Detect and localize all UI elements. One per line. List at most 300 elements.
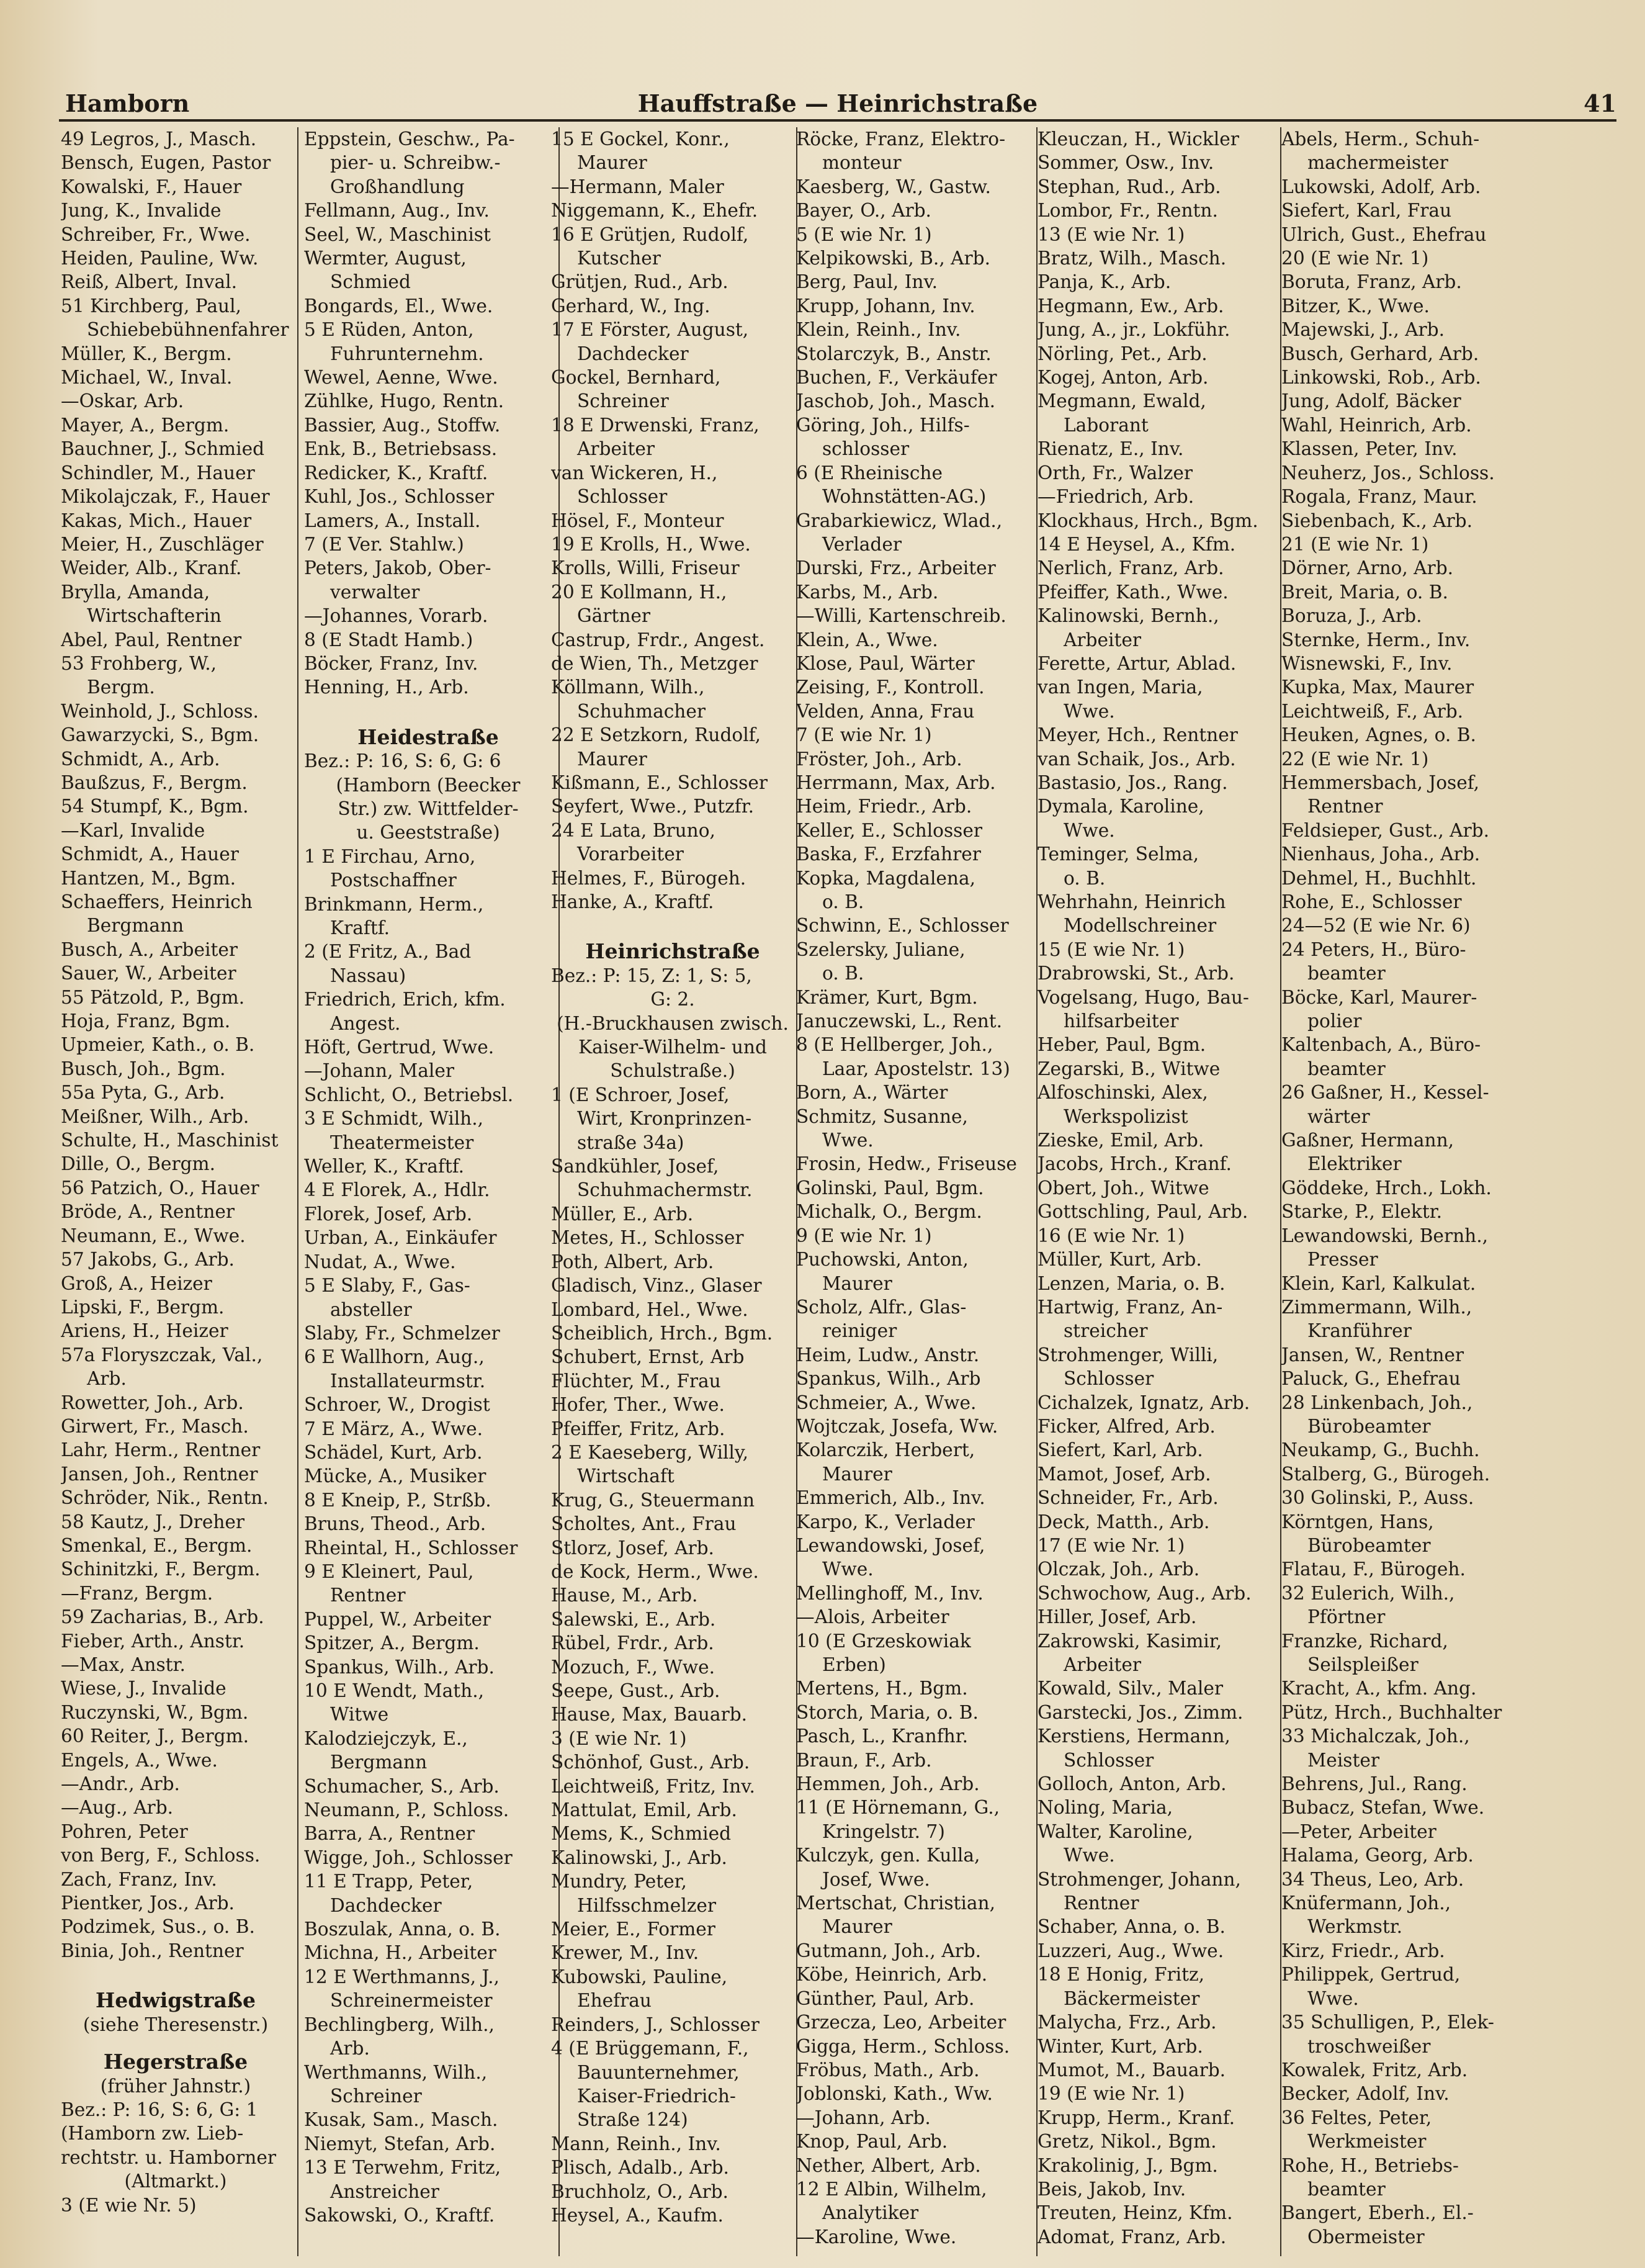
directory-line: Keller, E., Schlosser (796, 819, 983, 841)
directory-line: Barra, A., Rentner (304, 1823, 475, 1845)
directory-line: Seel, W., Maschinist (304, 223, 491, 245)
directory-line: Seepe, Gust., Arb. (551, 1680, 720, 1701)
street-heading: Heidestraße (357, 725, 499, 749)
directory-line: Ficker, Alfred, Arb. (1038, 1415, 1216, 1437)
directory-line: 22 E Setzkorn, Rudolf, (551, 724, 761, 746)
directory-line: Kutscher (577, 248, 661, 269)
directory-line: Golloch, Anton, Arb. (1038, 1773, 1227, 1795)
directory-line: Klein, Karl, Kalkulat. (1281, 1272, 1476, 1294)
directory-line: 5 E Slaby, F., Gas- (304, 1275, 470, 1297)
directory-line: Angest. (330, 1012, 401, 1034)
directory-line: Nerlich, Franz, Arb. (1038, 557, 1224, 579)
directory-line: Hiller, Josef, Arb. (1038, 1606, 1197, 1628)
directory-line: Podzimek, Sus., o. B. (61, 1916, 255, 1938)
directory-line: Kerstiens, Hermann, (1038, 1726, 1230, 1747)
directory-line: Maurer (822, 1272, 892, 1294)
directory-line: Ariens, H., Heizer (61, 1320, 228, 1342)
directory-line: Schlosser (1064, 1368, 1154, 1390)
directory-line: Laar, Apostelstr. 13) (822, 1058, 1010, 1079)
directory-line: Krolls, Willi, Friseur (551, 557, 740, 579)
directory-line: Meyer, Hch., Rentner (1038, 724, 1238, 746)
directory-line: Fellmann, Aug., Inv. (304, 200, 490, 222)
directory-line: Fröbus, Math., Arb. (796, 2059, 980, 2081)
directory-line: Drabrowski, St., Arb. (1038, 963, 1235, 984)
directory-line: Kraftf. (330, 917, 390, 938)
directory-line: Wigge, Joh., Schlosser (304, 1847, 513, 1868)
directory-line: Heiden, Pauline, Ww. (61, 248, 259, 269)
directory-line: Nether, Albert, Arb. (796, 2154, 981, 2176)
directory-line: Seilspleißer (1307, 1654, 1419, 1675)
directory-line: Leichtweiß, Fritz, Inv. (551, 1775, 755, 1797)
directory-line: (Altmarkt.) (124, 2171, 227, 2192)
directory-line: Kowald, Silv., Maler (1038, 1678, 1224, 1699)
spacer (304, 700, 552, 712)
directory-line: 3 (E wie Nr. 5) (61, 2194, 197, 2216)
directory-line: Slaby, Fr., Schmelzer (304, 1322, 500, 1344)
directory-line: (siehe Theresenstr.) (83, 2014, 269, 2035)
directory-line: Wojtczak, Josefa, Ww. (796, 1415, 998, 1437)
directory-line: Meier, H., Zuschläger (61, 533, 264, 555)
directory-line: Werkmeister (1307, 2131, 1427, 2153)
directory-line: Mayer, A., Bergm. (61, 414, 230, 436)
directory-line: Schlosser (577, 486, 668, 508)
directory-line: Brylla, Amanda, (61, 581, 210, 603)
directory-line: Bez.: P: 15, Z: 1, S: 5, (551, 965, 752, 986)
directory-line: Mumot, M., Bauarb. (1038, 2059, 1226, 2081)
directory-line: Kulczyk, gen. Kulla, (796, 1845, 980, 1866)
directory-line: polier (1307, 1010, 1362, 1032)
directory-line: Feldsieper, Gust., Arb. (1281, 819, 1490, 841)
directory-line: Meier, E., Former (551, 1919, 715, 1940)
directory-line: Schumacher, S., Arb. (304, 1775, 500, 1797)
directory-line: Stephan, Rud., Arb. (1038, 176, 1221, 197)
directory-line: Zakrowski, Kasimir, (1038, 1630, 1222, 1652)
directory-line: 59 Zacharias, B., Arb. (61, 1606, 264, 1628)
directory-line: 22 (E wie Nr. 1) (1281, 748, 1429, 770)
directory-line: 16 E Grütjen, Rudolf, (551, 223, 749, 245)
directory-line: Klose, Paul, Wärter (796, 652, 975, 674)
directory-line: Luzzeri, Aug., Wwe. (1038, 1940, 1224, 1961)
directory-line: Gottschling, Paul, Arb. (1038, 1201, 1248, 1223)
directory-line: Schönhof, Gust., Arb. (551, 1752, 750, 1773)
directory-line: Panja, K., Arb. (1038, 271, 1172, 293)
directory-line: Wwe. (1307, 1987, 1359, 2009)
directory-line: Maurer (577, 152, 647, 174)
directory-line: Winter, Kurt, Arb. (1038, 2035, 1203, 2057)
directory-line: Hemmersbach, Josef, (1281, 772, 1480, 793)
directory-line: Krug, G., Steuermann (551, 1489, 755, 1511)
directory-line: 21 (E wie Nr. 1) (1281, 533, 1429, 555)
directory-line: Jansen, Joh., Rentner (61, 1463, 258, 1485)
directory-line: Bruns, Theod., Arb. (304, 1513, 486, 1535)
directory-line: beamter (1307, 1058, 1386, 1079)
directory-line: 9 E Kleinert, Paul, (304, 1560, 474, 1582)
directory-line: Arbeiter (1064, 1654, 1141, 1675)
directory-line: Wehrhahn, Heinrich (1038, 891, 1226, 912)
directory-line: 57 Jakobs, G., Arb. (61, 1249, 235, 1271)
directory-line: pier- u. Schreibw.- (330, 152, 501, 174)
directory-line: van Wickeren, H., (551, 462, 718, 484)
directory-line: Mamot, Josef, Arb. (1038, 1463, 1211, 1485)
column-2 (304, 127, 552, 2256)
directory-line: Göring, Joh., Hilfs- (796, 414, 970, 436)
directory-line: Zegarski, B., Witwe (1038, 1058, 1221, 1079)
street-heading: Heinrichstraße (585, 940, 760, 964)
directory-line: Gladisch, Vinz., Glaser (551, 1275, 762, 1297)
directory-line: Kakas, Mich., Hauer (61, 510, 252, 531)
directory-line: Schreiner (577, 390, 669, 412)
directory-line: Verlader (822, 533, 902, 555)
directory-line: Postschaffner (330, 870, 457, 891)
directory-line: Beis, Jakob, Inv. (1038, 2178, 1186, 2200)
directory-line: Schinitzki, F., Bergm. (61, 1559, 261, 1580)
directory-line: Schiebebühnenfahrer (87, 319, 289, 341)
directory-line: Arbeiter (1064, 629, 1141, 650)
directory-line: Wisnewski, F., Inv. (1281, 652, 1453, 674)
directory-line: Peters, Jakob, Ober- (304, 557, 491, 579)
directory-line: Vorarbeiter (577, 844, 684, 865)
directory-line: Straße 124) (577, 2109, 688, 2131)
directory-line: 33 Michalczak, Joh., (1281, 1726, 1470, 1747)
directory-line: Siefert, Karl, Frau (1281, 200, 1452, 222)
directory-line: Leichtweiß, F., Arb. (1281, 700, 1464, 722)
directory-line: Schuhmacher (577, 700, 706, 722)
directory-line: (Hamborn (Beecker (336, 774, 521, 796)
directory-line: Grütjen, Rud., Arb. (551, 271, 728, 293)
directory-line: 5 (E wie Nr. 1) (796, 223, 932, 245)
directory-line: Kelpikowski, B., Arb. (796, 248, 991, 269)
directory-line: Wwe. (1064, 819, 1115, 841)
directory-line: Schindler, M., Hauer (61, 462, 255, 484)
directory-line: Bergmann (87, 915, 184, 937)
directory-line: Maurer (577, 748, 647, 770)
directory-line: Siefert, Karl, Arb. (1038, 1439, 1203, 1461)
directory-line: Werkspolizist (1064, 1105, 1188, 1127)
directory-line: beamter (1307, 963, 1386, 984)
directory-line: Nörling, Pet., Arb. (1038, 343, 1208, 364)
directory-line: 11 E Trapp, Peter, (304, 1871, 473, 1892)
directory-line: Zimmermann, Wilh., (1281, 1296, 1472, 1318)
directory-line: Henning, H., Arb. (304, 677, 469, 698)
directory-line: Buchen, F., Verkäufer (796, 367, 997, 389)
directory-line: Lombor, Fr., Rentn. (1038, 200, 1218, 222)
directory-line: Schaber, Anna, o. B. (1038, 1916, 1226, 1938)
directory-line: Wwe. (1064, 700, 1115, 722)
directory-line: Mertens, H., Bgm. (796, 1678, 968, 1699)
directory-line: Januczewski, L., Rent. (796, 1010, 1003, 1032)
directory-line: 15 (E wie Nr. 1) (1038, 938, 1185, 960)
directory-line: Analytiker (822, 2202, 919, 2224)
directory-line: Heysel, A., Kaufm. (551, 2204, 724, 2226)
directory-line: Müller, E., Arb. (551, 1203, 694, 1225)
directory-line: Hause, Max, Bauarb. (551, 1704, 748, 1726)
directory-line: Treuten, Heinz, Kfm. (1038, 2202, 1233, 2224)
directory-line: Zühlke, Hugo, Rentn. (304, 390, 504, 412)
directory-line: Strohmenger, Johann, (1038, 1868, 1241, 1890)
directory-line: Jung, A., jr., Lokführ. (1038, 319, 1230, 341)
directory-line: Salewski, E., Arb. (551, 1608, 716, 1630)
directory-line: 8 (E Hellberger, Joh., (796, 1034, 993, 1056)
directory-line: Bauchner, J., Schmied (61, 438, 265, 460)
directory-line: Dachdecker (577, 343, 689, 364)
directory-line: Rübel, Frdr., Arb. (551, 1632, 714, 1654)
directory-line: Michna, H., Arbeiter (304, 1942, 496, 1964)
directory-line: Wirt, Kronprinzen- (577, 1108, 752, 1130)
directory-line: Lahr, Herm., Rentner (61, 1439, 261, 1461)
directory-line: —Johannes, Vorarb. (304, 605, 488, 627)
directory-line: Schmeier, A., Wwe. (796, 1392, 977, 1413)
column-6 (1281, 127, 1523, 2256)
directory-line: Kaesberg, W., Gastw. (796, 176, 991, 197)
directory-line: 19 (E wie Nr. 1) (1038, 2083, 1185, 2105)
directory-line: Smenkal, E., Bergm. (61, 1534, 253, 1556)
directory-line: Jung, Adolf, Bäcker (1281, 390, 1461, 412)
directory-line: Niemyt, Stefan, Arb. (304, 2133, 496, 2154)
directory-line: 5 E Rüden, Anton, (304, 319, 474, 341)
directory-line: Schmied (330, 271, 411, 293)
directory-line: Strohmenger, Willi, (1038, 1344, 1219, 1366)
directory-line: Sternke, Herm., Inv. (1281, 629, 1471, 650)
directory-line: Neumann, P., Schloss. (304, 1799, 509, 1821)
directory-line: 49 Legros, J., Masch. (61, 128, 257, 150)
directory-line: 11 (E Hörnemann, G., (796, 1797, 1000, 1819)
directory-line: Hantzen, M., Bgm. (61, 867, 236, 889)
directory-line: Krakolinig, J., Bgm. (1038, 2154, 1218, 2176)
directory-line: Köbe, Heinrich, Arb. (796, 1964, 988, 1986)
directory-line: Arb. (330, 2038, 370, 2059)
directory-line: 55a Pyta, G., Arb. (61, 1082, 225, 1104)
directory-line: Erben) (822, 1654, 886, 1675)
directory-line: Kupka, Max, Maurer (1281, 677, 1474, 698)
spacer (61, 1963, 290, 1975)
directory-line: Pförtner (1307, 1606, 1386, 1628)
street-heading: Hedwigstraße (96, 1989, 256, 2013)
directory-line: Knüfermann, Joh., (1281, 1892, 1451, 1914)
directory-line: Schmitz, Susanne, (796, 1105, 968, 1127)
directory-line: Ferette, Artur, Ablad. (1038, 652, 1237, 674)
directory-line: Neuherz, Jos., Schloss. (1281, 462, 1495, 484)
directory-line: Niggemann, K., Ehefr. (551, 200, 758, 222)
directory-line: Jacobs, Hrch., Kranf. (1038, 1153, 1232, 1175)
directory-line: Kalodziejczyk, E., (304, 1727, 468, 1749)
directory-line: 2 E Kaeseberg, Willy, (551, 1441, 749, 1463)
directory-line: Presser (1307, 1249, 1378, 1271)
directory-line: Kolarczik, Herbert, (796, 1439, 975, 1461)
directory-line: Gretz, Nikol., Bgm. (1038, 2131, 1217, 2153)
directory-line: Mikolajczak, F., Hauer (61, 486, 270, 508)
directory-line: 53 Frohberg, W., (61, 652, 217, 674)
directory-line: Bubacz, Stefan, Wwe. (1281, 1797, 1485, 1819)
directory-line: Plisch, Adalb., Arb. (551, 2157, 729, 2179)
running-header (59, 87, 1616, 124)
column-divider (297, 127, 298, 2256)
directory-line: Gärtner (577, 605, 651, 627)
directory-line: Großhandlung (330, 176, 465, 197)
directory-line: —Andr., Arb. (61, 1773, 180, 1795)
directory-line: Bez.: P: 16, S: 6, G: 1 (61, 2099, 258, 2120)
directory-line: Zieske, Emil, Arb. (1038, 1130, 1204, 1151)
directory-line: Lamers, A., Install. (304, 510, 481, 531)
directory-line: Wwe. (822, 1559, 874, 1580)
directory-line: Witwe (330, 1704, 389, 1726)
directory-line: Laborant (1064, 414, 1149, 436)
directory-line: Kowalek, Fritz, Arb. (1281, 2059, 1468, 2081)
directory-line: Schaeffers, Heinrich (61, 891, 253, 912)
directory-line: Alfoschinski, Alex, (1038, 1082, 1208, 1104)
directory-line: Böcker, Franz, Inv. (304, 652, 478, 674)
directory-line: —Aug., Arb. (61, 1797, 174, 1819)
directory-line: streicher (1064, 1320, 1148, 1342)
directory-line: 6 (E Rheinische (796, 462, 943, 484)
directory-line: Golinski, Paul, Bgm. (796, 1177, 984, 1199)
directory-line: Dille, O., Bergm. (61, 1153, 216, 1175)
directory-line: monteur (822, 152, 902, 174)
directory-line: Installateurmstr. (330, 1370, 486, 1392)
directory-line: Linkowski, Rob., Arb. (1281, 367, 1481, 389)
directory-line: Abel, Paul, Rentner (61, 629, 242, 650)
directory-line: 35 Schulligen, P., Elek- (1281, 2012, 1494, 2033)
directory-line: —Johann, Arb. (796, 2107, 931, 2128)
directory-line: Knop, Paul, Arb. (796, 2131, 948, 2153)
header-city: Hamborn (65, 89, 190, 117)
directory-line: Boruta, Franz, Arb. (1281, 271, 1462, 293)
directory-line: Kranführer (1307, 1320, 1412, 1342)
directory-line: Frosin, Hedw., Friseuse (796, 1153, 1017, 1175)
directory-line: Pfeiffer, Fritz, Arb. (551, 1418, 725, 1439)
directory-line: 56 Patzich, O., Hauer (61, 1177, 259, 1199)
directory-line: —Oskar, Arb. (61, 390, 184, 412)
directory-line: Gockel, Bernhard, (551, 367, 721, 389)
directory-line: Hofer, Ther., Wwe. (551, 1394, 725, 1416)
directory-line: 24 Peters, H., Büro- (1281, 938, 1466, 960)
directory-line: Bergm. (87, 677, 155, 698)
directory-line: —Johann, Maler (304, 1060, 454, 1082)
directory-line: Born, A., Wärter (796, 1082, 948, 1104)
directory-line: Modellschreiner (1064, 915, 1217, 937)
directory-line: Boszulak, Anna, o. B. (304, 1919, 501, 1940)
directory-line: Schädel, Kurt, Arb. (304, 1441, 483, 1463)
directory-line: Gerhard, W., Ing. (551, 295, 710, 317)
directory-line: 58 Kautz, J., Dreher (61, 1511, 245, 1532)
directory-line: Arb. (87, 1368, 127, 1390)
directory-line: reiniger (822, 1320, 897, 1342)
directory-line: 6 E Wallhorn, Aug., (304, 1346, 485, 1368)
directory-line: Str.) zw. Wittfelder- (338, 798, 519, 819)
directory-line: Lipski, F., Bergm. (61, 1296, 225, 1318)
directory-line: Helmes, F., Bürogeh. (551, 867, 746, 889)
directory-line: Schneider, Fr., Arb. (1038, 1487, 1219, 1509)
directory-line: Bastasio, Jos., Rang. (1038, 772, 1228, 793)
directory-line: 20 E Kollmann, H., (551, 581, 727, 603)
directory-line: Busch, Gerhard, Arb. (1281, 343, 1479, 364)
directory-line: 7 (E wie Nr. 1) (796, 724, 932, 746)
directory-line: Noling, Maria, (1038, 1797, 1173, 1819)
directory-line: Schreiber, Fr., Wwe. (61, 223, 251, 245)
directory-line: Weller, K., Kraftf. (304, 1156, 465, 1177)
directory-line: 16 (E wie Nr. 1) (1038, 1225, 1185, 1246)
directory-line: Dehmel, H., Buchhlt. (1281, 867, 1477, 889)
directory-line: Cichalzek, Ignatz, Arb. (1038, 1392, 1250, 1413)
directory-line: 2 (E Fritz, A., Bad (304, 941, 472, 963)
directory-line: 15 E Gockel, Konr., (551, 128, 730, 150)
directory-line: Schröder, Nik., Rentn. (61, 1487, 269, 1509)
directory-line: Baußzus, F., Bergm. (61, 772, 248, 793)
directory-line: Schlicht, O., Betriebsl. (304, 1084, 514, 1105)
directory-line: Gaßner, Hermann, (1281, 1130, 1455, 1151)
directory-line: Ruczynski, W., Bgm. (61, 1701, 249, 1723)
directory-line: —Willi, Kartenschreib. (796, 605, 1006, 627)
directory-line: Busch, Joh., Bgm. (61, 1058, 226, 1079)
directory-line: Nassau) (330, 965, 406, 986)
directory-line: Baska, F., Erzfahrer (796, 844, 981, 865)
directory-line: Walter, Karoline, (1038, 1820, 1193, 1842)
directory-line: Castrup, Frdr., Angest. (551, 629, 765, 650)
directory-line: Hartwig, Franz, An- (1038, 1296, 1223, 1318)
directory-line: Bauunternehmer, (577, 2061, 740, 2083)
directory-line: 57a Floryszczak, Val., (61, 1344, 263, 1366)
directory-line: Krupp, Herm., Kranf. (1038, 2107, 1235, 2128)
directory-line: Dymala, Karoline, (1038, 796, 1204, 817)
directory-line: Upmeier, Kath., o. B. (61, 1034, 255, 1056)
directory-line: —Peter, Arbeiter (1281, 1820, 1437, 1842)
directory-line: Emmerich, Alb., Inv. (796, 1487, 985, 1509)
directory-line: Lombard, Hel., Wwe. (551, 1298, 748, 1320)
directory-line: Bröde, A., Rentner (61, 1201, 235, 1223)
directory-line: Rowetter, Joh., Arb. (61, 1392, 244, 1413)
directory-line: Bratz, Wilh., Masch. (1038, 248, 1227, 269)
directory-line: Sandkühler, Josef, (551, 1156, 719, 1177)
directory-line: de Wien, Th., Metzger (551, 652, 758, 674)
directory-line: Redicker, K., Kraftf. (304, 462, 488, 484)
directory-line: Grzecza, Leo, Arbeiter (796, 2012, 1006, 2033)
directory-line: troschweißer (1307, 2035, 1431, 2057)
column-5 (1038, 127, 1277, 2256)
directory-line: Schuhmachermstr. (577, 1179, 753, 1201)
directory-line: wärter (1307, 1105, 1370, 1127)
directory-line: 36 Feltes, Peter, (1281, 2107, 1432, 2128)
directory-line: Lenzen, Maria, o. B. (1038, 1272, 1226, 1294)
directory-line: Wirtschafterin (87, 605, 222, 627)
directory-line: Kirz, Friedr., Arb. (1281, 1940, 1445, 1961)
directory-line: Storch, Maria, o. B. (796, 1701, 979, 1723)
directory-line: Bensch, Eugen, Pastor (61, 152, 271, 174)
directory-line: Puchowski, Anton, (796, 1249, 969, 1271)
directory-line: 24 E Lata, Bruno, (551, 819, 715, 841)
directory-line: 54 Stumpf, K., Bgm. (61, 796, 249, 817)
directory-line: Siebenbach, K., Arb. (1281, 510, 1473, 531)
directory-line: Neukamp, G., Buchh. (1281, 1439, 1480, 1461)
directory-line: Kracht, A., kfm. Ang. (1281, 1678, 1477, 1699)
directory-line: Krupp, Johann, Inv. (796, 295, 975, 317)
directory-line: Sauer, W., Arbeiter (61, 963, 236, 984)
directory-line: —Hermann, Maler (551, 176, 724, 197)
directory-line: Jung, K., Invalide (61, 200, 222, 222)
directory-line: rechtstr. u. Hamborner (61, 2146, 276, 2168)
directory-line: Weider, Alb., Kranf. (61, 557, 242, 579)
directory-line: schlosser (822, 438, 910, 460)
directory-line: Fieber, Arth., Anstr. (61, 1630, 245, 1652)
directory-line: Rohe, H., Betriebs- (1281, 2154, 1459, 2176)
directory-line: Kaiser-Wilhelm- und (578, 1037, 767, 1058)
directory-line: Friedrich, Erich, kfm. (304, 989, 506, 1010)
directory-line: Hanke, A., Kraftf. (551, 891, 714, 912)
directory-line: Fuhrunternehm. (330, 343, 484, 364)
directory-line: Mann, Reinh., Inv. (551, 2133, 721, 2154)
directory-line: Kißmann, E., Schlosser (551, 772, 768, 793)
directory-line: Rheintal, H., Schlosser (304, 1537, 518, 1559)
directory-line: Flatau, F., Bürogeh. (1281, 1559, 1466, 1580)
directory-line: Schwochow, Aug., Arb. (1038, 1582, 1252, 1604)
